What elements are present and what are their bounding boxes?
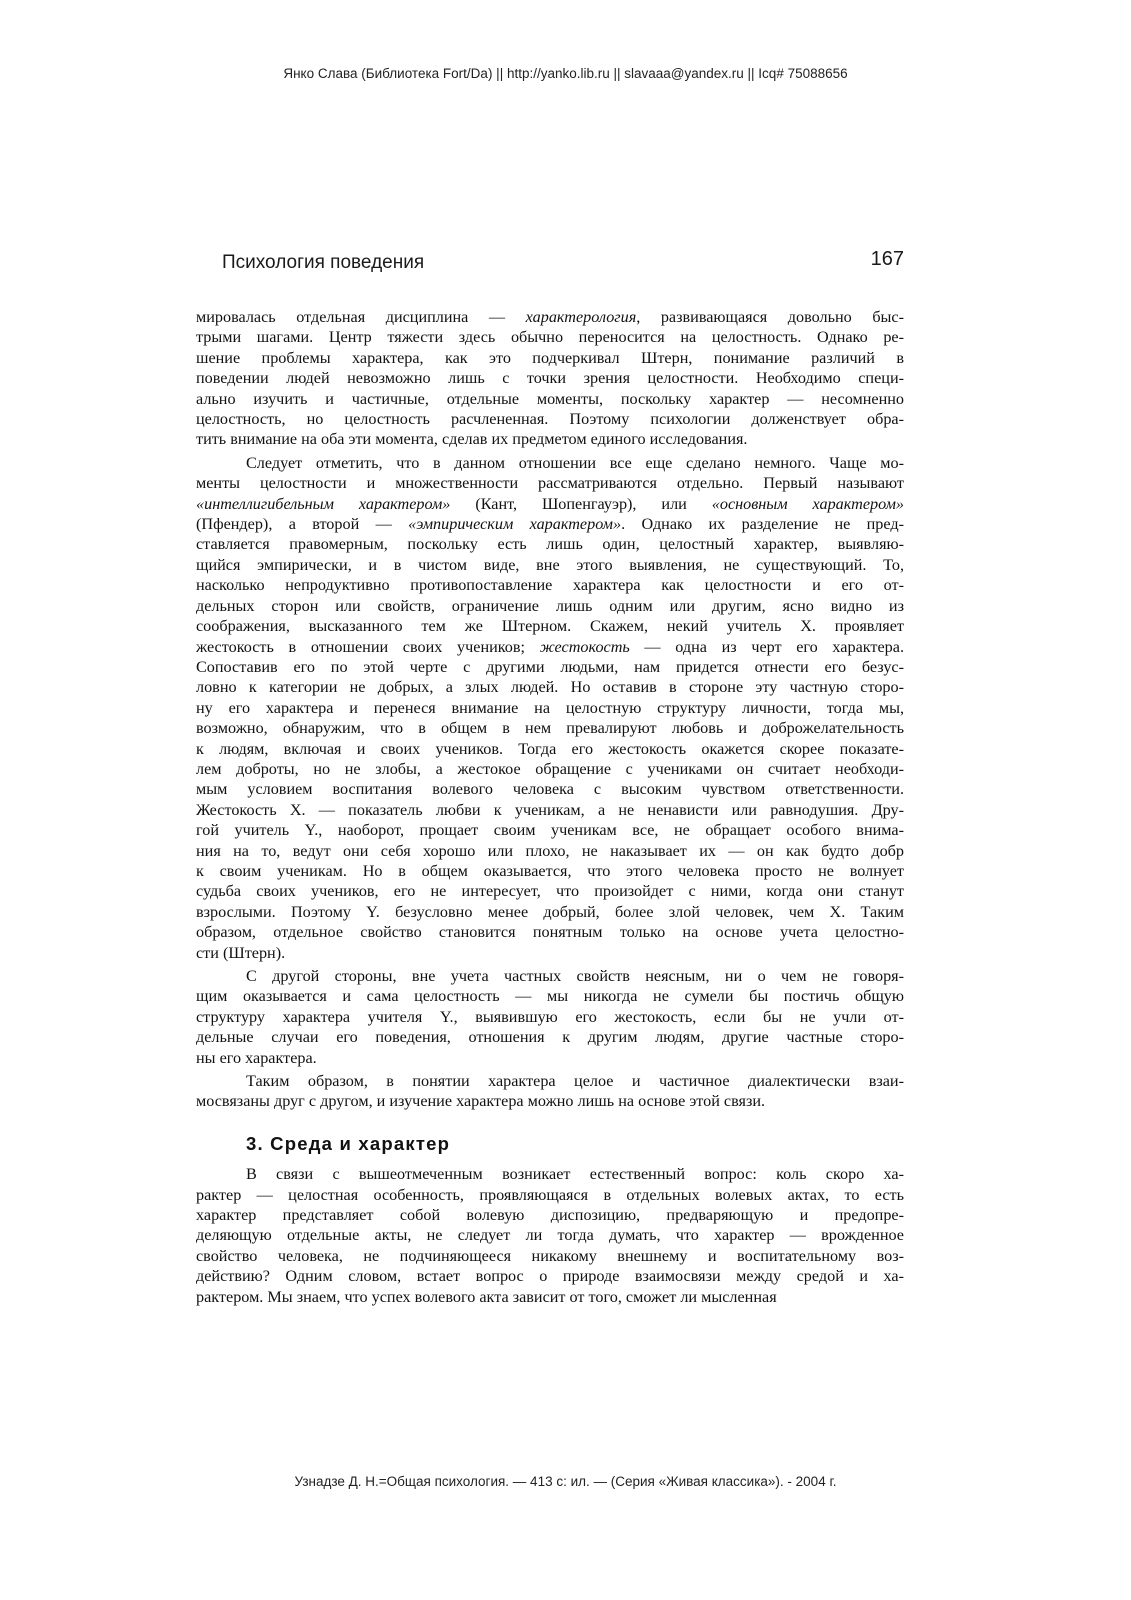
paragraph-1 — [196, 307, 904, 450]
text-line: дельных сторон или свойств, ограничение лишь одним или другим, ясно видно из — [196, 596, 904, 615]
text-line: рактер — целостная особенность, проявляющаяся в отдельных волевых актах, то есть — [196, 1185, 904, 1204]
top-attribution: Янко Слава (Библиотека Fort/Da) || http://yanko.lib.ru || slavaaa@yandex.ru || Icq# 75088656 — [283, 66, 848, 81]
text-line: образом, отдельное свойство становится понятным только на основе учета целостно- — [196, 923, 904, 942]
text-line: (Пфендер), а второй — «эмпирическим характером». Однако их разделение не пред- — [196, 515, 904, 534]
text-line: В связи с вышеотмеченным возникает естественный вопрос: коль скоро ха- — [246, 1165, 904, 1184]
text-line: насколько непродуктивно противопоставление характера как целостности и его от- — [196, 576, 904, 595]
page-number: 167 — [870, 248, 904, 270]
text-line: сти (Штерн). — [196, 943, 286, 962]
text-line: гой учитель Y., наоборот, прощает своим ученикам все, не обращает особого внима- — [196, 821, 904, 840]
text-line: рактером. Мы знаем, что успех волевого акта зависит от того, сможет ли мысленная — [196, 1287, 777, 1306]
text-line: «интеллигибельным характером» (Кант, Шопенгауэр), или «основным характером» — [196, 494, 905, 513]
text-line: судьба своих учеников, его не интересует, что произойдет с ними, когда они станут — [196, 882, 904, 901]
running-title: Психология поведения — [222, 252, 425, 273]
text-line: щим оказывается и сама целостность — мы никогда не сумели бы постичь общую — [196, 987, 904, 1006]
text-line: дельные случаи его поведения, отношения к другим людям, другие частные сторо- — [196, 1028, 904, 1047]
text-line: к людям, включая и своих учеников. Тогда его жестокость окажется скорее показате- — [196, 739, 904, 758]
text-line: взрослыми. Поэтому Y. безусловно менее добрый, более злой человек, чем X. Таким — [196, 902, 904, 921]
text-line: менты целостности и множественности рассматриваются отдельно. Первый называют — [196, 474, 904, 493]
text-line: мосвязаны друг с другом, и изучение характера можно лишь на основе этой связи. — [196, 1092, 766, 1111]
text-line: соображения, высказанного тем же Штерном. Скажем, некий учитель X. проявляет — [196, 617, 904, 636]
text-line: Сопоставив его по этой черте с другими людьми, нам придется отнести его безус- — [196, 657, 904, 676]
text-line: мым условием воспитания волевого человека с высоким чувством ответственности. — [196, 780, 904, 799]
text-line: ния на то, ведут они себя хорошо или плохо, не наказывает их — он как будто добр — [196, 841, 904, 860]
text-line: Таким образом, в понятии характера целое и частичное диалектически взаи- — [246, 1072, 904, 1091]
text-line: жестокость в отношении своих учеников; жестокость — одна из черт его характера. — [196, 637, 904, 656]
paragraph-3 — [196, 966, 904, 1068]
text-line: структуру характера учителя Y., выявившую его жестокость, если бы не учли от- — [196, 1007, 904, 1026]
footer-attribution: Узнадзе Д. Н.=Общая психология. — 413 с: ил. — (Серия «Живая классика»). - 2004 г. — [294, 1474, 837, 1489]
text-line: щийся эмпирически, и в чистом виде, вне этого выявления, не существующий. То, — [196, 555, 904, 574]
text-line: ну его характера и перенеся внимание на целостную структуру личности, тогда мы, — [196, 698, 904, 717]
text-line: лем доброты, но не злобы, а жестокое обращение с учениками он считает необходи- — [196, 759, 904, 778]
text-line: С другой стороны, вне учета частных свойств неясным, ни о чем не говоря- — [246, 967, 904, 985]
page-body — [196, 307, 904, 1307]
text-line: характер представляет собой волевую диспозицию, предваряющую и предопре- — [196, 1206, 904, 1225]
text-line: свойство человека, не подчиняющееся никакому внешнему и воспитательному воз- — [196, 1246, 904, 1265]
paragraph-5 — [196, 1164, 904, 1307]
text-line: деляющую отдельные акты, не следует ли тогда думать, что характер — врожденное — [196, 1226, 904, 1245]
text-line: ловно к категории не добрых, а злых людей. Но оставив в стороне эту частную сторо- — [196, 678, 904, 697]
text-line: трыми шагами. Центр тяжести здесь обычно переносится на целостность. Однако ре- — [196, 328, 904, 347]
text-line: Следует отметить, что в данном отношении все еще сделано немного. Чаще мо- — [246, 453, 904, 472]
text-line: поведении людей невозможно лишь с точки зрения целостности. Необходимо специ- — [196, 369, 904, 388]
section-heading: 3. Среда и характер — [246, 1132, 451, 1154]
text-line: ны его характера. — [196, 1048, 317, 1067]
paragraph-4 — [196, 1071, 904, 1112]
text-line: шение проблемы характера, как это подчеркивал Штерн, понимание различий в — [196, 348, 904, 367]
text-line: к своим ученикам. Но в общем оказывается, что этого человека просто не волнует — [196, 861, 904, 880]
text-line: действию? Одним словом, встает вопрос о природе взаимосвязи между средой и ха- — [196, 1267, 904, 1286]
text-line: возможно, обнаружим, что в общем в нем превалируют любовь и доброжелательность — [196, 719, 904, 738]
text-line: мировалась отдельная дисциплина — характерология, развивающаяся довольно быс- — [196, 308, 905, 326]
text-line: ально изучить и частичные, отдельные моменты, поскольку характер — несомненно — [196, 389, 904, 408]
text-line: целостность, но целостность расчлененная. Поэтому психологии долженствует обра- — [196, 410, 904, 429]
text-line: тить внимание на оба эти момента, сделав их предметом единого исследования. — [196, 430, 748, 449]
text-line: ставляется правомерным, поскольку есть лишь один, целостный характер, выявляю- — [196, 535, 904, 554]
text-line: Жестокость X. — показатель любви к ученикам, а не ненависти или равнодушия. Дру- — [196, 800, 904, 819]
paragraph-2 — [196, 453, 904, 963]
